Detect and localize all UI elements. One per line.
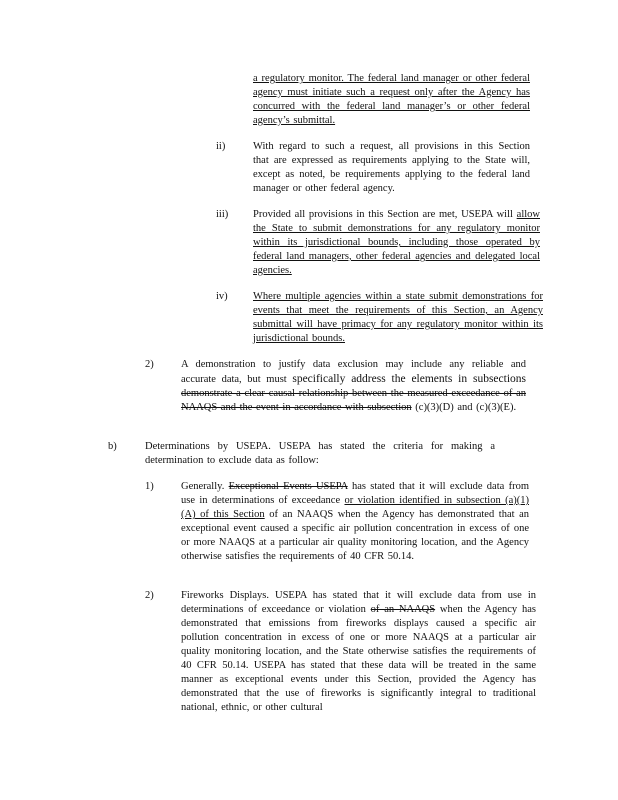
section-b-text (145, 440, 495, 468)
text-run: specifically address the elements in subsections (292, 373, 526, 385)
item-b1-text (181, 480, 529, 564)
item-2-label: 2) (145, 359, 154, 370)
text-run: With regard to such a request, all provisions in this Section that are expressed as requirements applying to the State will, except as noted, be requirements applying to the federal land manager or other federal agency. (253, 141, 530, 194)
text-run: Determinations by USEPA. USEPA has stated the criteria for making a determination to exclude data as follow: (145, 441, 495, 466)
item-b1-label: 1) (145, 481, 154, 492)
item-iv-label: iv) (216, 291, 228, 302)
text-run: Generally. (181, 481, 229, 492)
text-run: when the Agency has demonstrated that emissions from fireworks displays caused a specific air pollution concentration in excess of one or more NAAQS at a particular air quality monitoring location, and the State otherwise satisfies the requirements of 40 CFR 50.14. USEPA has stated that these data will be treated in the same manner as exceptional events under this Section, provided the Agency has demonstrated that the use of fireworks is significantly integral to traditional national, ethnic, or other cultural (181, 604, 536, 713)
inserted-text: or violation identified in subsection (a)(1)(A) of this Section (181, 495, 529, 520)
item-i-continuation (253, 72, 530, 128)
text-run: A demonstration to justify data exclusion may include any reliable and accurate data, but must (181, 359, 526, 385)
text-run: (c)(3)(D) and (c)(3)(E). (411, 402, 517, 413)
inserted-text: allow the State to submit demonstrations for any regulatory monitor within its jurisdictional bounds, including those operated by federal land managers, other federal agencies and delegated local agencies. (253, 209, 540, 276)
item-ii-text (253, 140, 530, 196)
text-run: Fireworks Displays. USEPA has stated that it will exclude data from use in determinations of exceedance or violation (181, 590, 536, 615)
item-iii-text (253, 208, 540, 278)
section-b-label: b) (108, 441, 117, 452)
inserted-text: a regulatory monitor. The federal land manager or other federal agency must initiate such a request only after the Agency has concurred with the federal land manager’s or other federal agency’s submittal. (253, 73, 530, 126)
inserted-text: Where multiple agencies within a state submit demonstrations for events that meet the requirements of this Section, an Agency submittal will have primacy for any regulatory monitor within its jurisdictional bounds. (253, 291, 543, 344)
item-iii-label: iii) (216, 209, 229, 220)
item-2-text (181, 358, 526, 415)
item-ii-label: ii) (216, 141, 226, 152)
text-run: of an NAAQS when the Agency has demonstrated that an exceptional event caused a specific air pollution concentration in excess of one or more NAAQS at a particular air quality monitoring location, and the Agency otherwise satisfies the requirements of 40 CFR 50.14. (181, 509, 529, 562)
text-run: Provided all provisions in this Section are met, USEPA will (253, 209, 517, 220)
text-run: has stated that it will exclude data from use in determinations of exceedance (181, 481, 529, 506)
struck-text: Exceptional Events USEPA (228, 481, 348, 492)
item-iv-text (253, 290, 543, 346)
struck-text: demonstrate a clear causal relationship between the measured exceedance of an NAAQS and the event in accordance with subsection (181, 388, 526, 413)
struck-text: of an NAAQS (370, 604, 436, 615)
item-b2-text (181, 589, 536, 715)
item-b2-label: 2) (145, 590, 154, 601)
